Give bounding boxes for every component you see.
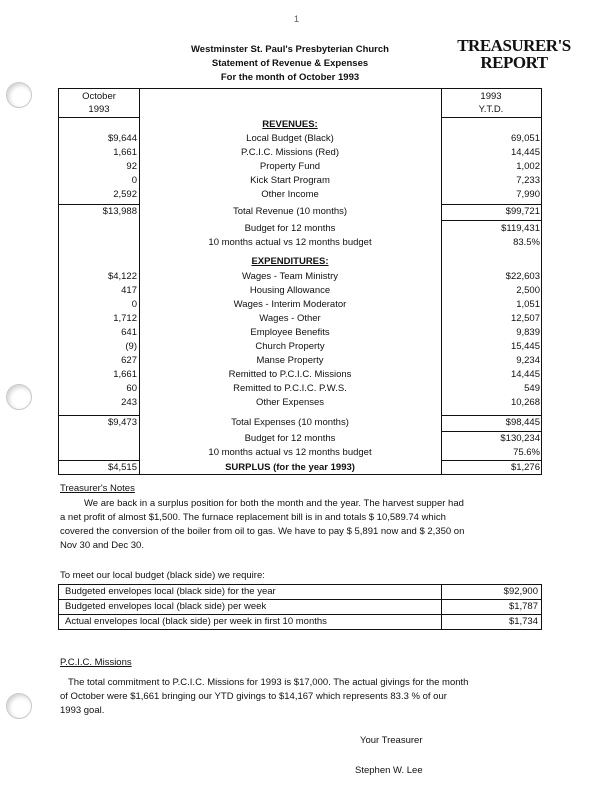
revenue-month-value: 92: [126, 161, 137, 172]
expense-ytd-value: 2,500: [516, 285, 540, 296]
revenue-label: Other Income: [261, 189, 319, 200]
expense-month-value: 417: [121, 285, 137, 296]
missions-paragraph: [60, 676, 540, 718]
missions-line: of October were $1,661 bringing our YTD givings to $14,167 which represents 83.3 % of our: [60, 691, 447, 702]
report-header: [150, 43, 430, 85]
budget-row: [59, 614, 541, 629]
expense-month-value: 627: [121, 355, 137, 366]
revenue-month-value: 1,661: [113, 147, 137, 158]
statement-table: [58, 88, 542, 475]
expense-ytd-value: $22,603: [505, 271, 540, 282]
budget-row-label: Budgeted envelopes local (black side) for the year: [59, 585, 442, 599]
revenue-ratio-label: 10 months actual vs 12 months budget: [208, 237, 372, 248]
budget-row: [59, 599, 541, 614]
surplus-month: $4,515: [107, 462, 137, 473]
budget-row-label: Budgeted envelopes local (black side) per week: [59, 600, 442, 614]
expense-budget-value: $130,234: [500, 433, 540, 444]
signature-name: Stephen W. Lee: [355, 765, 423, 776]
missions-heading: P.C.I.C. Missions: [60, 657, 132, 668]
expense-label: Wages - Interim Moderator: [233, 299, 347, 310]
expense-label: Manse Property: [256, 355, 324, 366]
budget-intro: To meet our local budget (black side) we require:: [60, 570, 265, 581]
report-brand: [446, 37, 582, 71]
expense-ratio-value: 75.6%: [513, 447, 540, 458]
brand-line-2: REPORT: [480, 53, 548, 72]
total-expenses-ytd: $98,445: [505, 417, 540, 428]
expense-month-value: 243: [121, 397, 137, 408]
expense-label: Church Property: [255, 341, 325, 352]
budget-table: [58, 584, 542, 630]
budget-row-value: $1,734: [508, 616, 538, 627]
page-mark: 1: [294, 14, 300, 24]
expense-ytd-value: 10,268: [510, 397, 540, 408]
rule: [441, 117, 541, 118]
expense-month-value: (9): [125, 341, 137, 352]
rule: [441, 220, 541, 221]
rule: [59, 117, 139, 118]
budget-row: [59, 585, 541, 599]
notes-line: Nov 30 and Dec 30.: [60, 540, 144, 551]
expense-label: Housing Allowance: [249, 285, 331, 296]
signature-closing: Your Treasurer: [360, 735, 423, 746]
missions-line: 1993 goal.: [60, 705, 105, 716]
total-revenue-label: Total Revenue (10 months): [232, 206, 348, 217]
missions-line: The total commitment to P.C.I.C. Missions for 1993 is $17,000. The actual givings for the month: [68, 677, 469, 688]
revenue-budget-value: $119,431: [501, 223, 540, 234]
notes-line: a net profit of almost $1,500. The furnace replacement bill is in and totals $ 10,589.74 which: [60, 512, 446, 523]
binder-hole: [6, 693, 32, 719]
revenue-ytd-value: 69,051: [510, 133, 540, 144]
revenue-budget-label: Budget for 12 months: [244, 223, 336, 234]
expense-label: Remitted to P.C.I.C. Missions: [228, 369, 352, 380]
expense-month-value: 60: [126, 383, 137, 394]
binder-hole: [6, 82, 32, 108]
expense-label: Wages - Other: [259, 313, 321, 324]
church-name: Westminster St. Paul's Presbyterian Church: [191, 44, 389, 55]
ytd-column-header: 1993 Y.T.D.: [478, 91, 504, 115]
binder-hole: [6, 384, 32, 410]
total-expenses-label: Total Expenses (10 months): [231, 417, 349, 428]
notes-heading: Treasurer's Notes: [60, 483, 135, 494]
expense-budget-label: Budget for 12 months: [244, 433, 336, 444]
statement-title: Statement of Revenue & Expenses: [211, 58, 369, 69]
expense-ytd-value: 15,445: [510, 341, 540, 352]
revenue-ytd-value: 7,990: [516, 189, 540, 200]
expense-month-value: 1,661: [113, 369, 137, 380]
expense-month-value: 1,712: [113, 313, 137, 324]
revenue-month-value: 2,592: [113, 189, 137, 200]
notes-line: covered the conversion of the boiler from oil to gas. We have to pay $ 5,891 now and $ 2,350 on: [60, 526, 465, 537]
revenue-month-value: 0: [131, 175, 137, 186]
notes-line: We are back in a surplus position for both the month and the year. The harvest supper had: [84, 498, 464, 509]
expense-month-value: 0: [131, 299, 137, 310]
month-column-header: October 1993: [82, 91, 116, 115]
budget-row-label: Actual envelopes local (black side) per week in first 10 months: [59, 615, 442, 629]
expense-ytd-value: 9,839: [516, 327, 540, 338]
expense-month-value: $4,122: [107, 271, 137, 282]
revenues-heading: REVENUES:: [262, 119, 318, 130]
expense-month-value: 641: [121, 327, 137, 338]
revenue-label: Local Budget (Black): [246, 133, 334, 144]
expense-label: Remitted to P.C.I.C. P.W.S.: [233, 383, 347, 394]
expense-label: Wages - Team Ministry: [241, 271, 339, 282]
revenue-label: P.C.I.C. Missions (Red): [240, 147, 339, 158]
revenue-ratio-value: 83.5%: [513, 237, 540, 248]
expense-ytd-value: 549: [524, 383, 540, 394]
total-revenue-ytd: $99,721: [505, 206, 540, 217]
revenue-ytd-value: 7,233: [516, 175, 540, 186]
revenue-label: Property Fund: [259, 161, 321, 172]
revenue-month-value: $9,644: [107, 133, 137, 144]
revenue-ytd-value: 1,002: [516, 161, 540, 172]
expense-label: Other Expenses: [255, 397, 325, 408]
expenditures-heading: EXPENDITURES:: [251, 256, 329, 267]
budget-row-value: $92,900: [503, 586, 538, 597]
notes-paragraph: [60, 497, 540, 553]
surplus-label: SURPLUS (for the year 1993): [225, 462, 355, 473]
expense-ytd-value: 9,234: [516, 355, 540, 366]
revenue-ytd-value: 14,445: [510, 147, 540, 158]
statement-period: For the month of October 1993: [220, 72, 360, 83]
total-revenue-month: $13,988: [102, 206, 137, 217]
expense-ytd-value: 1,051: [516, 299, 540, 310]
surplus-ytd: $1,276: [510, 462, 540, 473]
expense-ytd-value: 12,507: [510, 313, 540, 324]
total-expenses-month: $9,473: [107, 417, 137, 428]
expense-ytd-value: 14,445: [510, 369, 540, 380]
expense-label: Employee Benefits: [250, 327, 330, 338]
brand-line-1: TREASURER'S: [457, 36, 571, 55]
revenue-label: Kick Start Program: [250, 175, 330, 186]
expense-ratio-label: 10 months actual vs 12 months budget: [208, 447, 372, 458]
budget-row-value: $1,787: [508, 601, 538, 612]
